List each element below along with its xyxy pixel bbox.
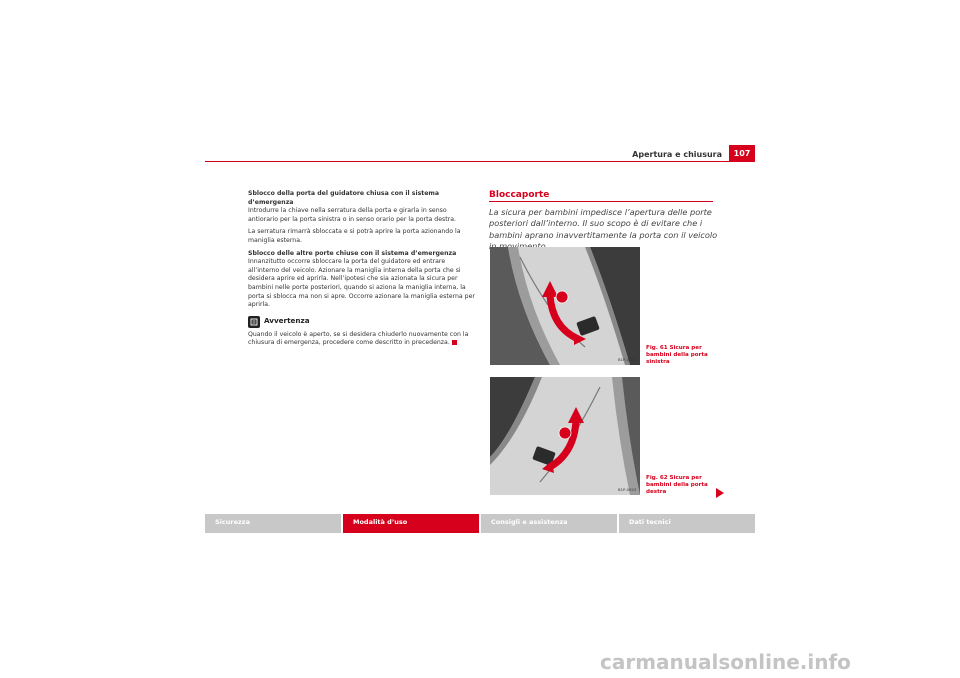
- left-column: [248, 190, 476, 352]
- heading-driver-door: Sblocco della porta del guidatore chiusa con il sistema d’emergenza: [248, 190, 440, 206]
- section-title: Bloccaporte: [489, 190, 550, 200]
- running-header: Apertura e chiusura: [632, 150, 722, 159]
- figure-code: B1P-0023: [618, 487, 637, 492]
- tab-modalita-d-uso[interactable]: Modalità d’uso: [343, 514, 479, 533]
- end-of-section-icon: [452, 340, 457, 345]
- figure-code: B1P-0022: [618, 357, 637, 362]
- header-rule: [205, 161, 755, 162]
- heading-other-doors: Sblocco delle altre porte chiuse con il sistema d’emergenza: [248, 249, 457, 257]
- tab-sicurezza[interactable]: Sicurezza: [205, 514, 341, 533]
- warning-text: Quando il veicolo è aperto, se si desidera chiuderlo nuovamente con la chiusura di emergenza, procedere come descritto in precedenza.: [248, 330, 469, 347]
- section-lead: La sicura per bambini impedisce l’apertura delle porte posteriori dall’interno. Il suo scopo è di evitare che i bambini aprano inavvertitamente la porta con il veicolo: [489, 207, 718, 240]
- section-rule: [489, 201, 713, 202]
- paragraph: La serratura rimarrà sbloccata e si potrà aprire la porta azionando la maniglia esterna.: [248, 228, 461, 244]
- bottom-tabs: [205, 514, 755, 533]
- warning-title: Avvertenza: [264, 316, 310, 326]
- page-number: 107: [729, 145, 755, 162]
- watermark: carmanualsonline.info: [600, 650, 851, 674]
- next-page-arrow-icon[interactable]: [716, 488, 724, 498]
- figure-62-caption: Fig. 62 Sicura per bambini della porta destra: [646, 475, 708, 495]
- note-icon: [248, 316, 260, 328]
- warning-heading: [248, 316, 476, 328]
- figure-61: [490, 247, 640, 365]
- tab-consigli-e-assistenza[interactable]: Consigli e assistenza: [481, 514, 617, 533]
- tab-dati-tecnici[interactable]: Dati tecnici: [619, 514, 755, 533]
- figure-62: [490, 377, 640, 495]
- paragraph: Innanzitutto occorre sbloccare la porta del guidatore ed entrare all’interno del veicolo. Azionare la maniglia interna della porta che si desidera aprire ed aprirla. Nell’ipotesi che sia azionata la sicura per bambini nelle porte posteriori, quando si aziona la maniglia interna, la porta si sblocca ma non si apre. Occorre azionare la maniglia esterna per aprirla.: [248, 258, 475, 309]
- paragraph: Introdurre la chiave nella serratura della porta e girarla in senso antiorario per la porta sinistra o in senso orario per la porta destra.: [248, 207, 456, 223]
- figure-61-caption: Fig. 61 Sicura per bambini della porta sinistra: [646, 345, 708, 365]
